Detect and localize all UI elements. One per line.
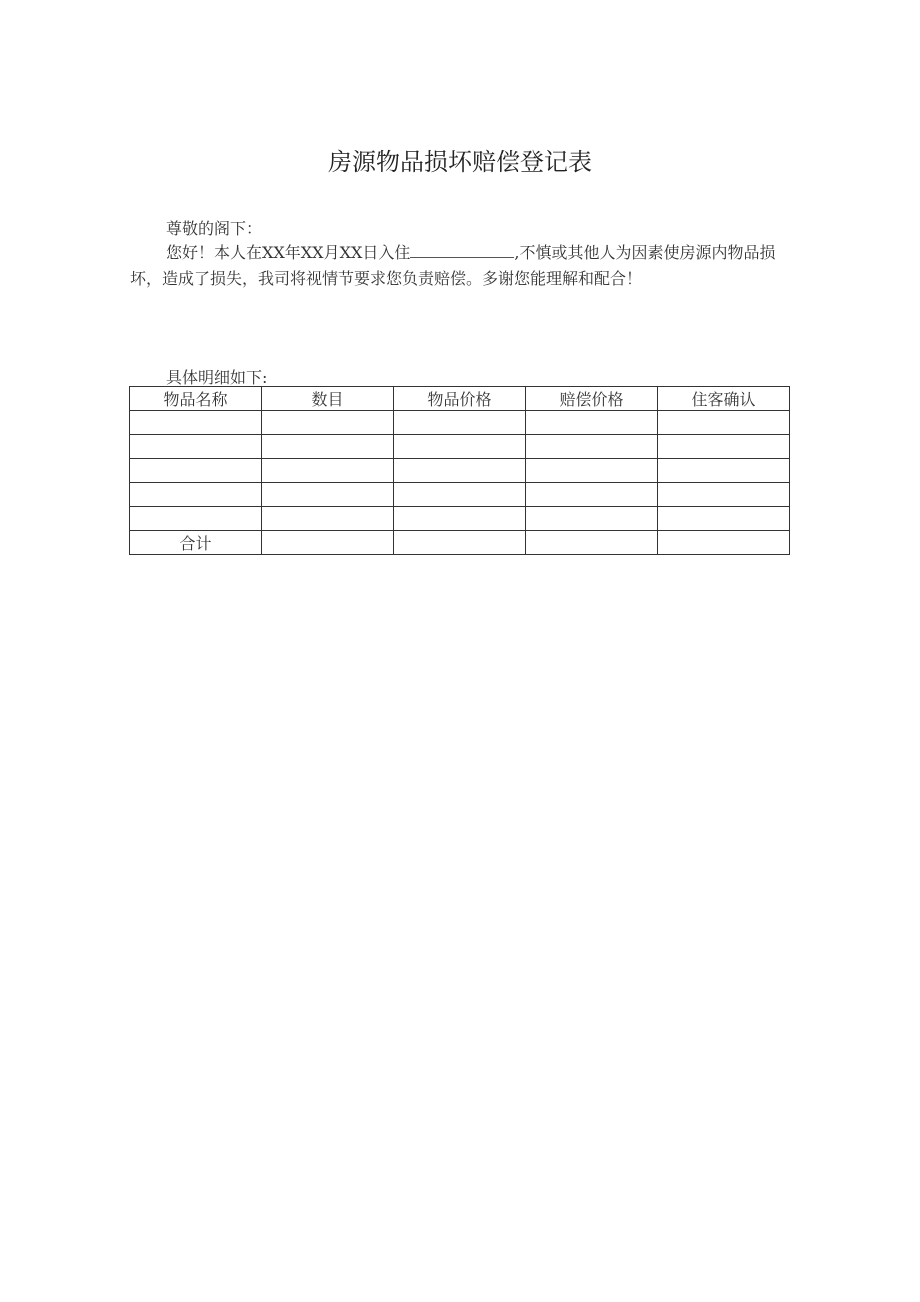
table-cell[interactable] [394, 459, 526, 483]
table-cell[interactable] [658, 507, 790, 531]
table-cell[interactable] [394, 411, 526, 435]
damage-table [129, 386, 790, 555]
table-cell[interactable] [262, 411, 394, 435]
table-cell[interactable] [394, 483, 526, 507]
table-cell[interactable] [658, 531, 790, 555]
letter-intro: 您好！本人在XX年XX月XX日入住 [166, 243, 411, 262]
table-cell[interactable] [658, 435, 790, 459]
table-header-row [130, 387, 790, 411]
table-cell[interactable] [262, 435, 394, 459]
table-cell[interactable] [526, 435, 658, 459]
table-cell[interactable] [130, 411, 262, 435]
table-cell[interactable] [394, 507, 526, 531]
letter-body [130, 240, 790, 292]
total-row [130, 531, 790, 555]
header-compensation-price: 赔偿价格 [526, 387, 658, 411]
table-cell[interactable] [658, 459, 790, 483]
table-row [130, 507, 790, 531]
table-cell[interactable] [394, 531, 526, 555]
table-cell[interactable] [130, 435, 262, 459]
table-row [130, 459, 790, 483]
table-cell[interactable] [526, 507, 658, 531]
table-cell[interactable] [262, 483, 394, 507]
header-item-price: 物品价格 [394, 387, 526, 411]
header-guest-confirm: 住客确认 [658, 387, 790, 411]
salutation: 尊敬的阁下： [166, 219, 263, 238]
table-cell[interactable] [262, 531, 394, 555]
total-label: 合计 [130, 531, 262, 555]
detail-label: 具体明细如下: [166, 368, 268, 387]
table-cell[interactable] [658, 483, 790, 507]
header-item-name: 物品名称 [130, 387, 262, 411]
table-cell[interactable] [262, 459, 394, 483]
table-cell[interactable] [130, 459, 262, 483]
table-cell[interactable] [130, 507, 262, 531]
table-cell[interactable] [394, 435, 526, 459]
table-row [130, 411, 790, 435]
page-title: 房源物品损坏赔偿登记表 [328, 148, 592, 176]
table-cell[interactable] [658, 411, 790, 435]
table-row [130, 483, 790, 507]
table-row [130, 435, 790, 459]
table-cell[interactable] [262, 507, 394, 531]
header-quantity: 数目 [262, 387, 394, 411]
letter-text: ,不慎或其他人为因素使房源内物品损坏，造成了损失，我司将视情节要求您负责赔偿。多谢您能理解和配合！ [130, 243, 776, 288]
table-cell[interactable] [130, 483, 262, 507]
table-cell[interactable] [526, 531, 658, 555]
table-cell[interactable] [526, 411, 658, 435]
table-cell[interactable] [526, 459, 658, 483]
table-cell[interactable] [526, 483, 658, 507]
check-in-blank[interactable] [410, 243, 514, 258]
